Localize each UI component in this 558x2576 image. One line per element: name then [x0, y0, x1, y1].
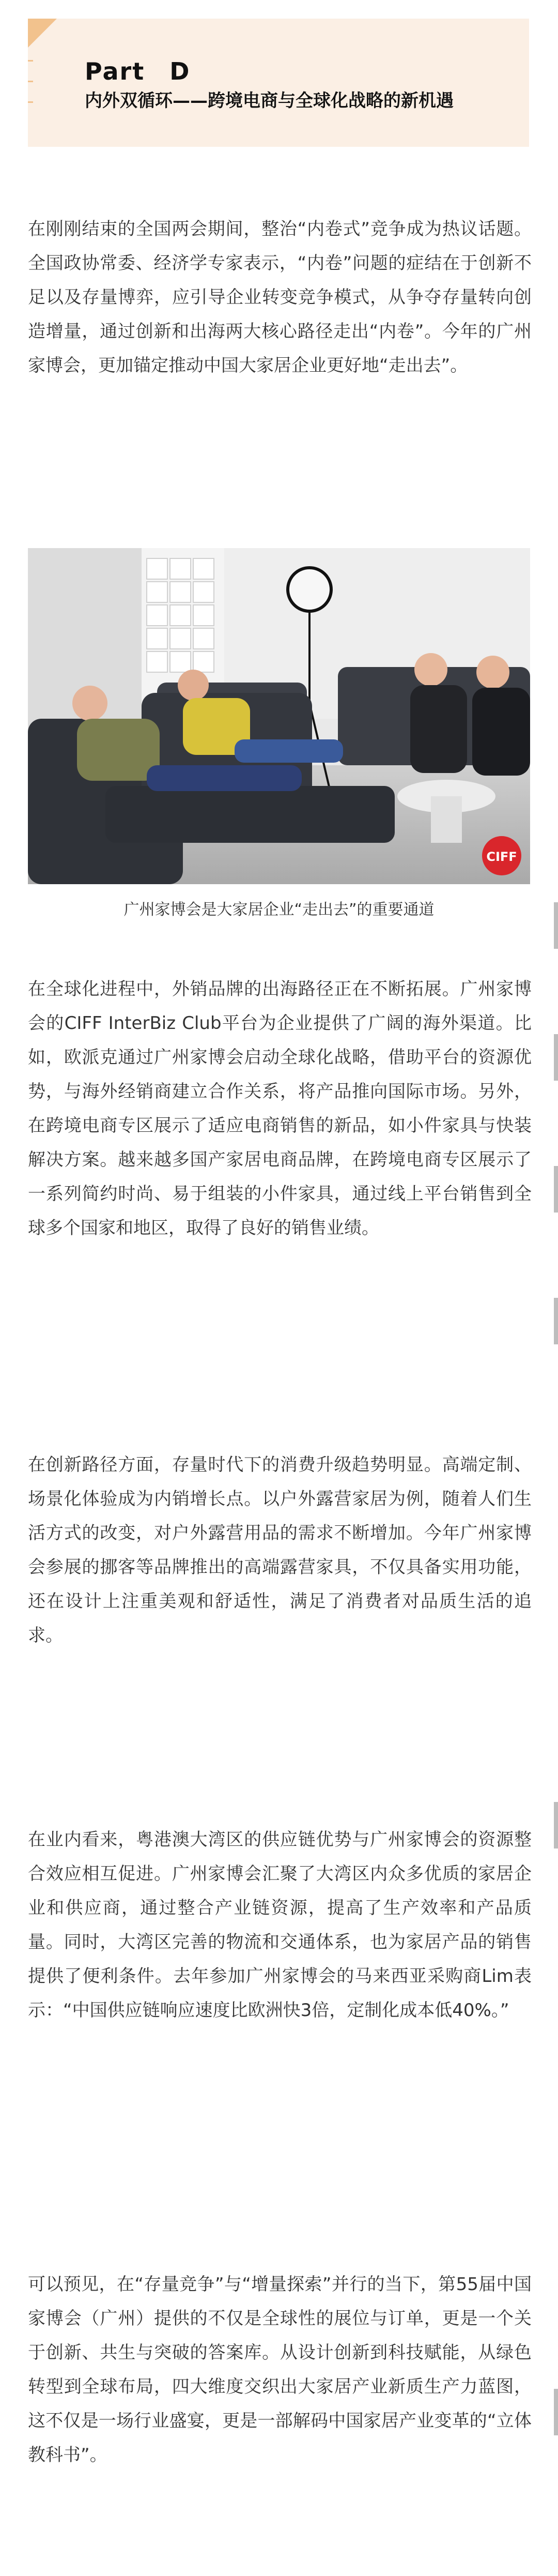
body-paragraph: 在业内看来，粤港澳大湾区的供应链优势与广州家博会的资源整合效应相互促进。广州家博会汇聚了大湾区内众多优质的家居企业和供应商，通过整合产业链资源，提高了生产效率和产品质量。同时，大湾区完善的物流和交通体系，也为家居产品的销售提供了便利条件。去年参加广州家博会的马来西亚采购商Lim表示：“中国供应链响应速度比欧洲快3倍，定制化成本低40%。”	[28, 1829, 532, 2021]
decorative-dash	[28, 101, 33, 103]
exhibition-photo	[28, 548, 530, 884]
part-label: Part D	[85, 57, 191, 85]
decorative-dash	[28, 81, 33, 82]
scroll-marker	[554, 902, 558, 949]
section-title: 内外双循环——跨境电商与全球化战略的新机遇	[85, 90, 454, 111]
body-paragraph: 可以预见，在“存量竞争”与“增量探索”并行的当下，第55届中国家博会（广州）提供的不仅是全球性的展位与订单，更是一个关于创新、共生与突破的答案库。从设计创新到科技赋能，从绿色转型到全球布局，四大维度交织出大家居产业新质生产力蓝图，这不仅是一场行业盛宴，更是一部解码中国家居产业变革的“立体教科书”。	[28, 2274, 532, 2465]
scroll-marker	[554, 2389, 558, 2435]
section-header	[28, 19, 529, 147]
decorative-dash	[28, 60, 33, 62]
scroll-marker	[554, 1166, 558, 1213]
body-paragraph: 在创新路径方面，存量时代下的消费升级趋势明显。高端定制、场景化体验成为内销增长点。以户外露营家居为例，随着人们生活方式的改变，对户外露营用品的需求不断增加。今年广州家博会参展的挪客等品牌推出的高端露营家具，不仅具备实用功能，还在设计上注重美观和舒适性，满足了消费者对品质生活的追求。	[28, 1454, 532, 1646]
scroll-marker	[554, 1034, 558, 1081]
scroll-marker	[554, 1298, 558, 1344]
photo-illustration	[28, 548, 530, 884]
body-paragraph: 在全球化进程中，外销品牌的出海路径正在不断拓展。广州家博会的CIFF InterBiz Club平台为企业提供了广阔的海外渠道。比如，欧派克通过广州家博会启动全球化战略，借助平台的资源优势，与海外经销商建立合作关系，将产品推向国际市场。另外，在跨境电商专区展示了适应电商销售的新品，如小件家具与快装解决方案。越来越多国产家居电商品牌，在跨境电商专区展示了一系列简约时尚、易于组装的小件家具，通过线上平台销售到全球多个国家和地区，取得了良好的销售业绩。	[28, 979, 532, 1238]
corner-accent	[28, 19, 57, 48]
photo-caption: 广州家博会是大家居企业“走出去”的重要通道	[123, 901, 435, 919]
body-paragraph: 在刚刚结束的全国两会期间，整治“内卷式”竞争成为热议话题。全国政协常委、经济学专家表示，“内卷”问题的症结在于创新不足以及存量博弈，应引导企业转变竞争模式，从争夺存量转向创造增量，通过创新和出海两大核心路径走出“内卷”。今年的广州家博会，更加锚定推动中国大家居企业更好地“走出去”。	[28, 219, 532, 376]
scroll-marker	[554, 1802, 558, 1848]
ciff-logo: CIFF	[486, 850, 517, 864]
